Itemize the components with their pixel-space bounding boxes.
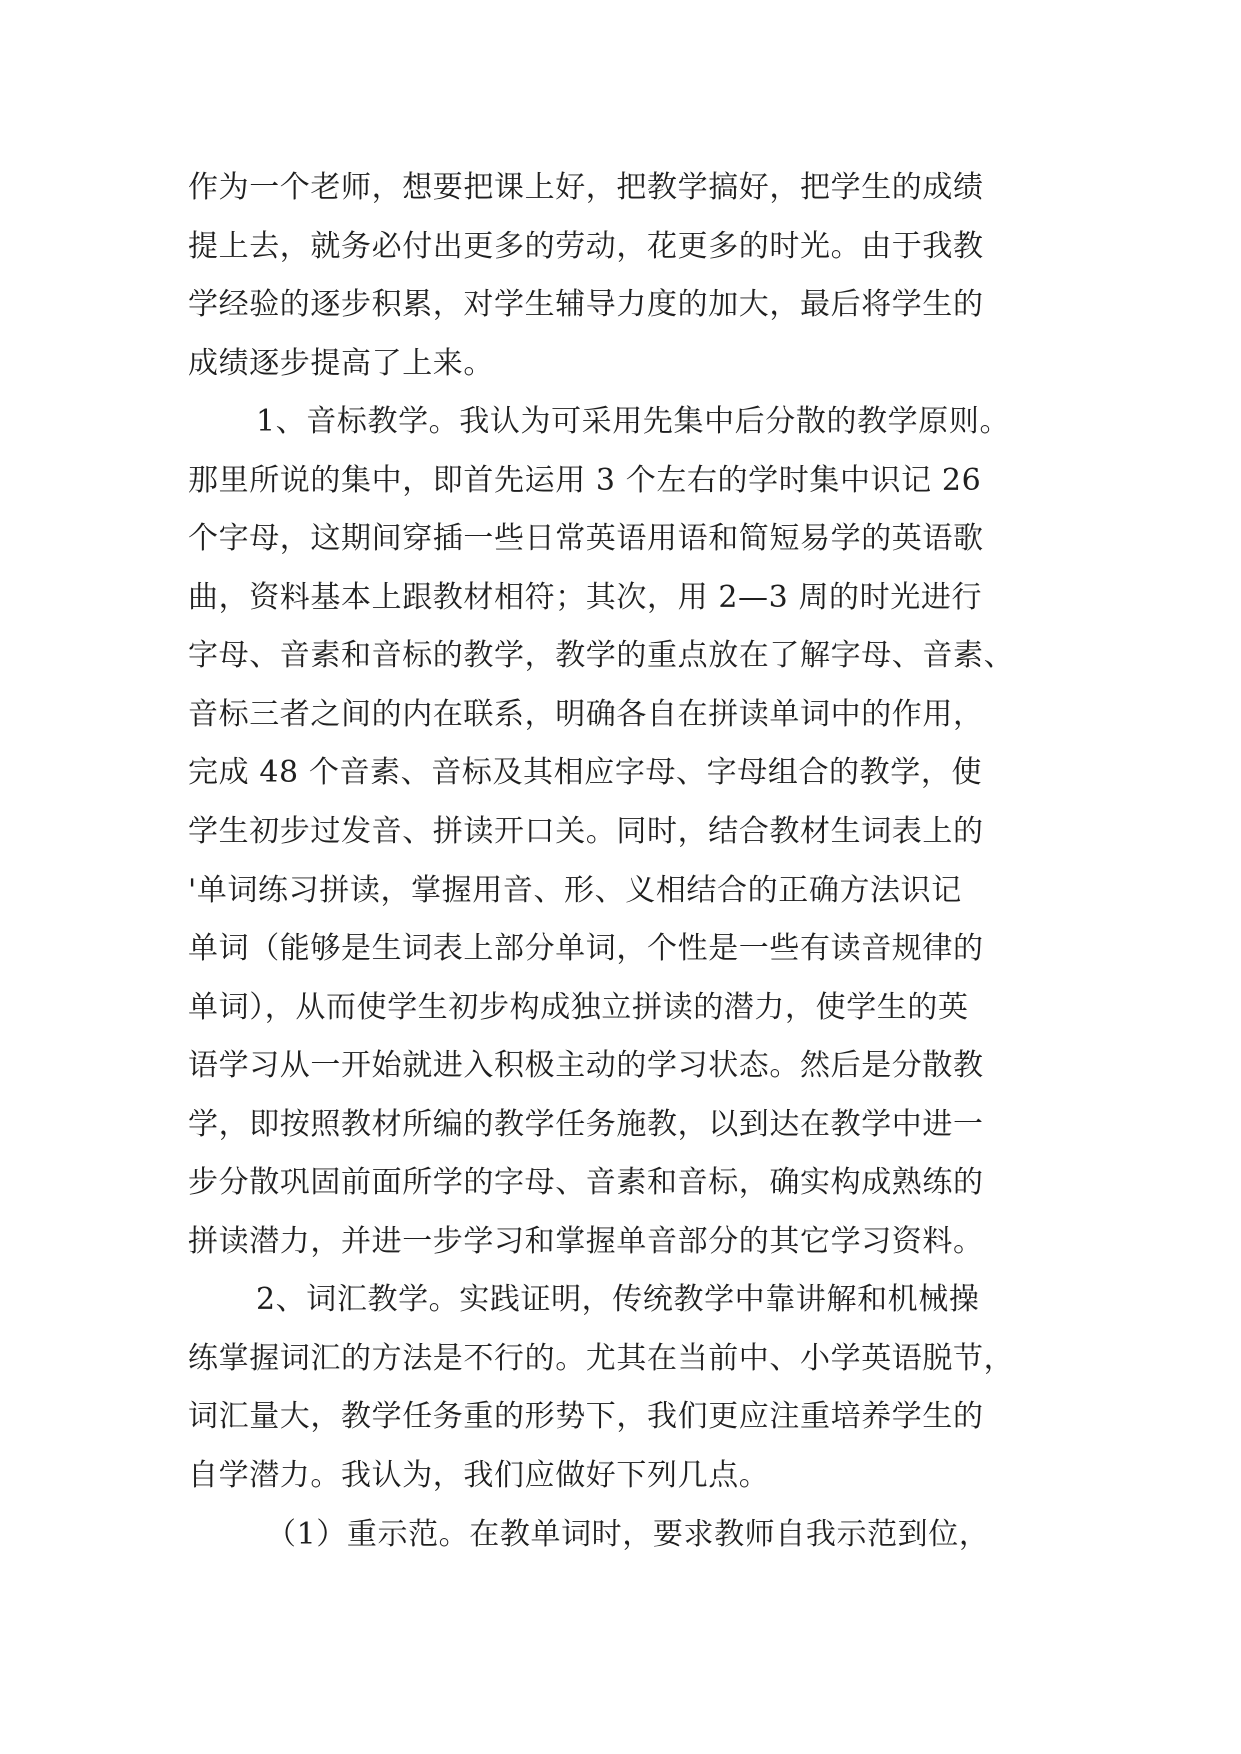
body-text (188, 159, 1068, 1564)
text-line: （1）重示范。在教单词时，要求教师自我示范到位， (266, 1516, 990, 1552)
text-line: 字母、音素和音标的教学，教学的重点放在了解字母、音素、 (188, 638, 1015, 674)
text-line: 完成 48 个音素、音标及其相应字母、字母组合的教学，使 (188, 755, 983, 791)
text-line: 2、词汇教学。实践证明，传统教学中靠讲解和机械操 (256, 1282, 980, 1318)
text-line: 学，即按照教材所编的教学任务施教，以到达在教学中进一 (188, 1106, 984, 1142)
text-line: '单词练习拼读，掌握用音、形、义相结合的正确方法识记 (188, 872, 962, 908)
text-line: 作为一个老师，想要把课上好，把教学搞好，把学生的成绩 (188, 170, 984, 205)
text-line: 提上去，就务必付出更多的劳动，花更多的时光。由于我教 (188, 228, 984, 264)
text-line: 学经验的逐步积累，对学生辅导力度的加大，最后将学生的 (188, 287, 984, 323)
text-line: 曲，资料基本上跟教材相符；其次，用 2—3 周的时光进行 (188, 579, 983, 615)
text-line: 词汇量大，教学任务重的形势下，我们更应注重培养学生的 (188, 1399, 984, 1435)
text-line: 语学习从一开始就进入积极主动的学习状态。然后是分散教 (188, 1048, 984, 1084)
text-line: 成绩逐步提高了上来。 (188, 345, 494, 381)
text-line: 单词），从而使学生初步构成独立拼读的潜力，使学生的英 (188, 989, 969, 1025)
text-line: 音标三者之间的内在联系，明确各自在拼读单词中的作用， (188, 696, 984, 732)
text-line: 自学潜力。我认为，我们应做好下列几点。 (188, 1458, 770, 1494)
text-line: 练掌握词汇的方法是不行的。尤其在当前中、小学英语脱节， (188, 1340, 1015, 1376)
text-line: 步分散巩固前面所学的字母、音素和音标，确实构成熟练的 (188, 1165, 984, 1201)
text-line: 那里所说的集中，即首先运用 3 个左右的学时集中识记 26 (188, 462, 982, 498)
text-line: 1、音标教学。我认为可采用先集中后分散的教学原则。 (256, 404, 1011, 440)
text-line: 学生初步过发音、拼读开口关。同时，结合教材生词表上的 (188, 814, 984, 850)
text-line: 单词（能够是生词表上部分单词，个性是一些有读音规律的 (188, 931, 984, 967)
text-line: 个字母，这期间穿插一些日常英语用语和简短易学的英语歌 (188, 521, 984, 557)
text-line: 拼读潜力，并进一步学习和掌握单音部分的其它学习资料。 (188, 1223, 984, 1259)
